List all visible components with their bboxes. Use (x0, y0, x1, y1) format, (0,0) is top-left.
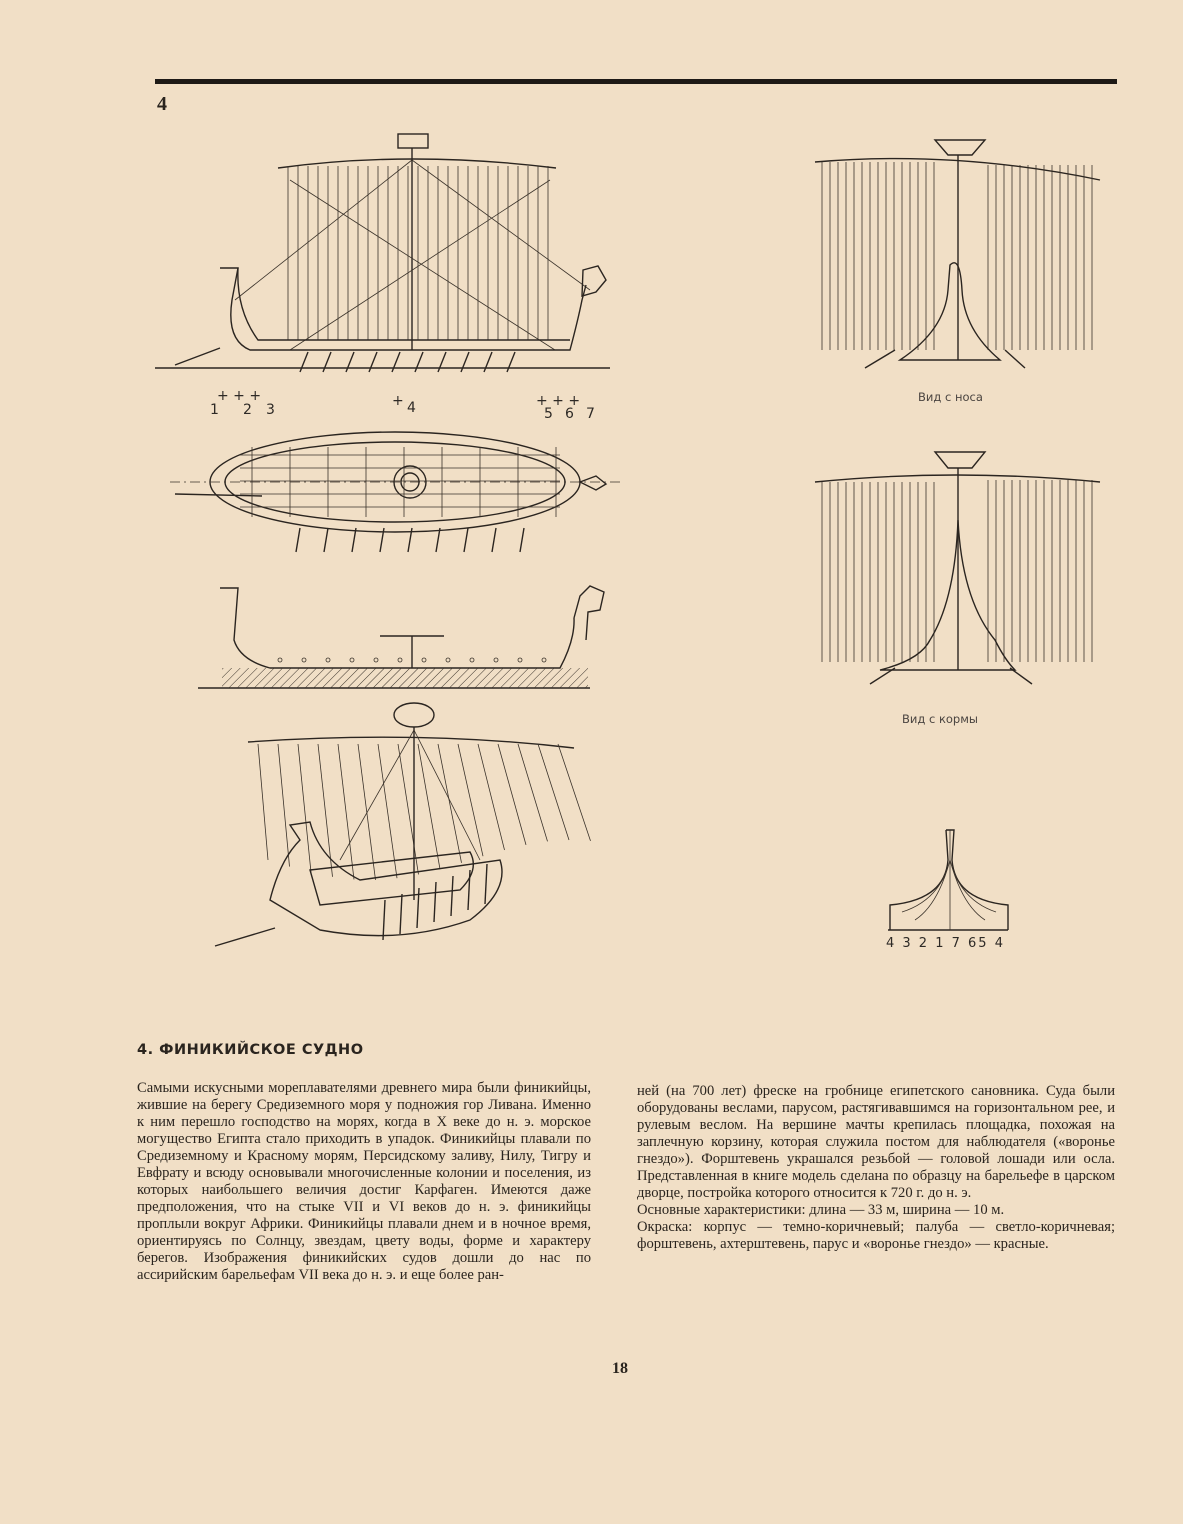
frame-sections-drawing (888, 830, 1008, 930)
marker-cross-mid: + (392, 393, 404, 409)
frame-labels: 4 3 2 1 7 65 4 (886, 936, 1005, 951)
figure-number: 4 (157, 93, 167, 115)
text-column-right (637, 1083, 1115, 1253)
marker-4: 4 (407, 400, 416, 416)
marker-6: 6 (565, 406, 574, 422)
marker-3: 3 (266, 402, 275, 418)
marker-crosses-right: + + + (536, 393, 581, 409)
plan-view-drawing (170, 432, 620, 552)
text-column-left (137, 1080, 591, 1284)
bow-view-drawing (815, 140, 1100, 368)
caption-bow-view: Вид с носа (918, 390, 983, 404)
stern-view-drawing (815, 452, 1100, 684)
paragraph-intro: Самыми искусными мореплавателями древнего мира были финикийцы, жившие на берегу Средиземного моря у подножия гор Ливана. Именно к ним перешло господство на морях, когда в X веке до н. э. морское могущество Египта стало приходить в упадок. Финикийцы плавали по Средиземному и Красному морям, Персидскому заливу, Нилу, Тигру и Евфрату и всюду основывали многочисленные колонии и поселения, из которых наибольшего величия достиг Карфаген. Имеются даже предположения, что на стыке VII и VI веков до н. э. финикийцы проплыли вокруг Африки. Финикийцы плавали днем и в ночное время, ориентируясь по Солнцу, звездам, цвету воды, форме и характеру берегов. Изображения финикийских судов дошли до нас по ассирийским барельефам VII века до н. э. и еще более ран- (137, 1080, 591, 1283)
hull-profile-drawing (198, 586, 604, 688)
paragraph-continuation: ней (на 700 лет) фреске на гробнице египетского сановника. Суда были оборудованы веслами, парусом, растягивавшимся на горизонтальном рее, и рулевым веслом. На вершине мачты крепилась площадка, похожая на заплечную корзину, которая служила постом для наблюдателя («воронье гнездо»). Форштевень украшался резьбой — головой лошади или осла. Представленная в книге модель сделана по образцу на барельефе в царском дворце, постройка которого относится к 720 г. до н. э. (637, 1083, 1115, 1201)
marker-7: 7 (586, 406, 595, 422)
caption-stern-view: Вид с кормы (902, 712, 978, 726)
article-title: 4. ФИНИКИЙСКОЕ СУДНО (137, 1042, 364, 1058)
marker-2: 2 (243, 402, 252, 418)
paragraph-specs: Основные характеристики: длина — 33 м, ширина — 10 м. (637, 1202, 1005, 1218)
side-view-drawing (155, 134, 610, 372)
marker-crosses-left: + + + (217, 388, 262, 404)
perspective-drawing (215, 703, 591, 946)
page-number: 18 (612, 1360, 628, 1377)
paragraph-colors: Окраска: корпус — темно-коричневый; палуба — светло-коричневая; форштевень, ахтерштевень, парус и «воронье гнездо» — красные. (637, 1219, 1115, 1252)
marker-1: 1 (210, 402, 219, 418)
marker-5: 5 (544, 406, 553, 422)
